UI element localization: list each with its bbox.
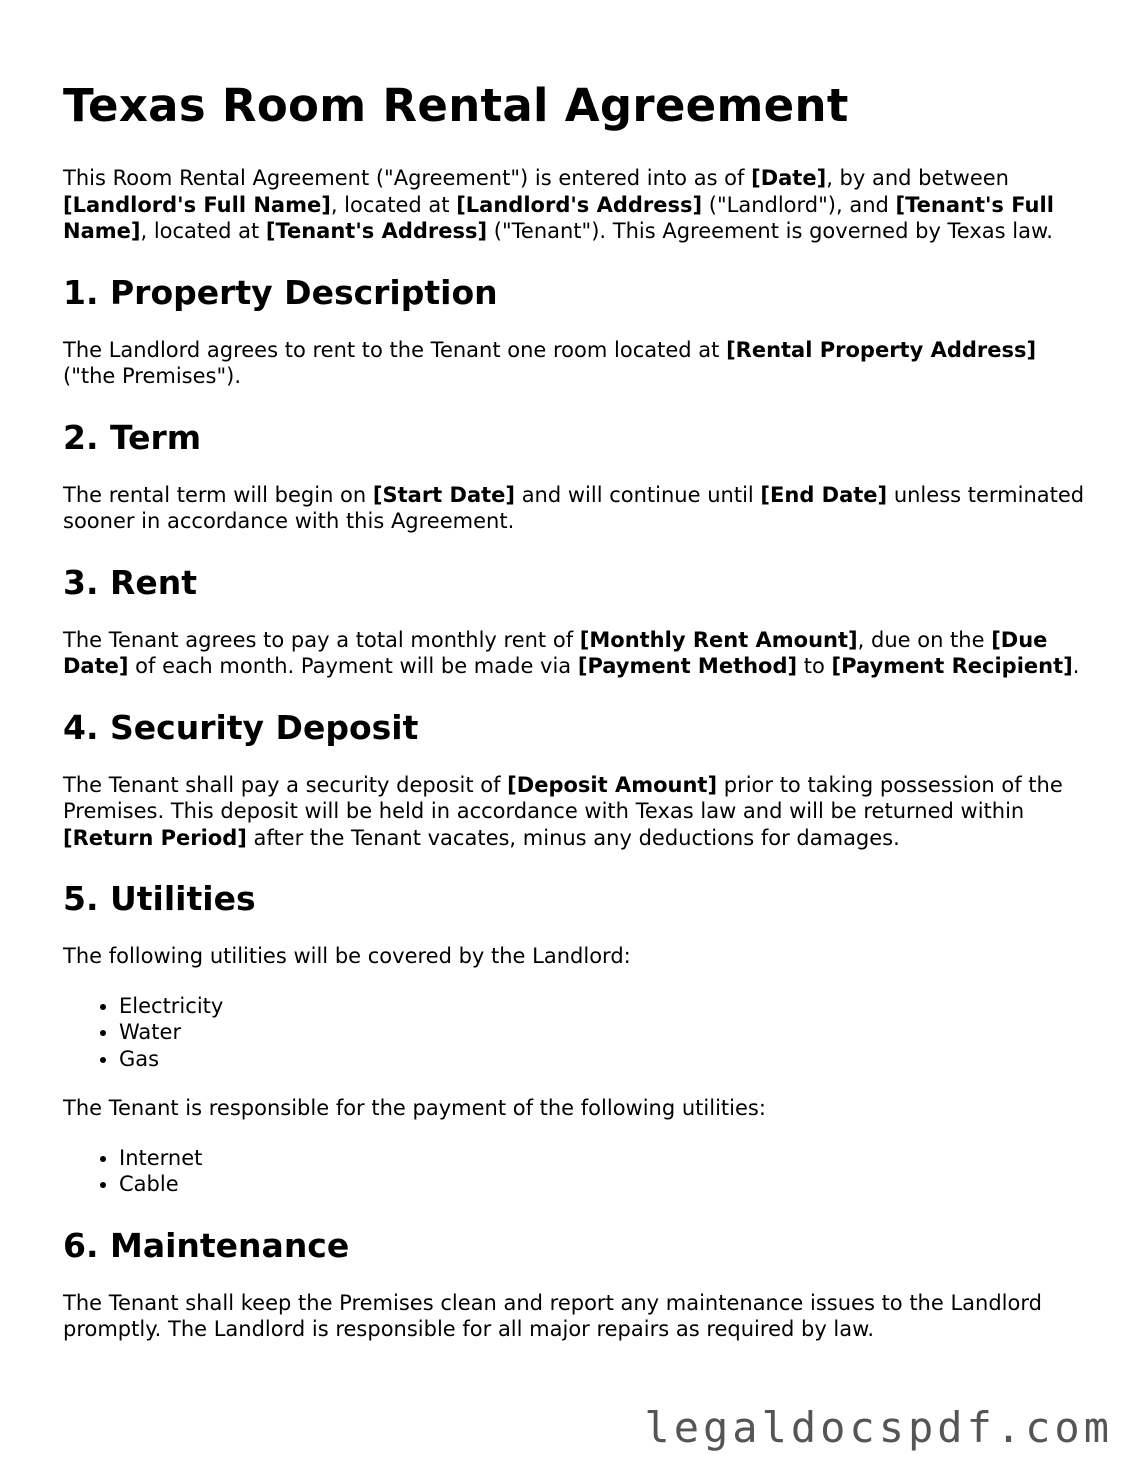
property-address-placeholder: [Rental Property Address]: [726, 337, 1037, 362]
section-paragraph: [63, 337, 1093, 390]
intro-text: , by and between: [826, 166, 1009, 190]
paragraph-text: prior to taking possession of the Premises. This deposit will be held in accordance with Texas law and will be returned within: [63, 772, 1063, 823]
intro-text: , located at: [140, 219, 266, 243]
section-term: [63, 418, 1093, 535]
watermark: legaldocspdf.com: [644, 1403, 1113, 1452]
paragraph-text: , due on the: [857, 627, 992, 652]
document-page: [63, 78, 1093, 1343]
tenant-address-placeholder: [Tenant's Address]: [265, 219, 488, 243]
paragraph-text: to: [797, 654, 832, 678]
section-heading: 2. Term: [63, 417, 202, 457]
section-security-deposit: [63, 708, 1093, 852]
list-item: • Water: [119, 1019, 1093, 1046]
paragraph-text: after the Tenant vacates, minus any deductions for damages.: [246, 825, 900, 850]
payment-method-placeholder: [Payment Method]: [577, 654, 798, 678]
intro-text: ("Landlord"), and: [702, 192, 896, 217]
section-heading: 5. Utilities: [63, 879, 256, 918]
section-heading: 1. Property Description: [63, 272, 498, 312]
section-paragraph: [63, 627, 1093, 680]
tenant-utilities-intro: The Tenant is responsible for the payment of the following utilities:: [63, 1096, 766, 1120]
section-property-description: [63, 273, 1093, 390]
list-item: • Internet: [119, 1145, 1093, 1172]
section-paragraph: [63, 482, 1093, 535]
due-date-placeholder: [Due Date]: [63, 627, 1048, 678]
paragraph-text: unless terminated sooner in accordance with this Agreement.: [63, 482, 1085, 533]
paragraph-text: The Landlord agrees to rent to the Tenant one room located at: [63, 337, 727, 362]
landlord-utilities-intro: The following utilities will be covered by the Landlord:: [63, 944, 631, 968]
section-heading: 4. Security Deposit: [63, 707, 419, 747]
return-period-placeholder: [Return Period]: [63, 825, 247, 850]
paragraph-text: The Tenant shall pay a security deposit of: [63, 772, 508, 797]
list-item: • Gas: [119, 1046, 1093, 1073]
landlord-utilities-list: [63, 993, 1093, 1073]
document-title: Texas Room Rental Agreement: [63, 79, 849, 132]
landlord-address-placeholder: [Landlord's Address]: [456, 192, 703, 217]
start-date-placeholder: [Start Date]: [372, 482, 516, 507]
landlord-name-placeholder: [Landlord's Full Name]: [63, 192, 331, 217]
intro-text: , located at: [330, 192, 457, 217]
paragraph-text: and will continue until: [515, 482, 761, 507]
date-placeholder: [Date]: [751, 166, 827, 190]
list-item: • Cable: [119, 1171, 1093, 1198]
tenant-utilities-list: [63, 1145, 1093, 1198]
deposit-amount-placeholder: [Deposit Amount]: [507, 772, 718, 797]
paragraph-text: of each month. Payment will be made via: [128, 654, 578, 678]
intro-paragraph: [63, 165, 1093, 245]
section-maintenance: [63, 1226, 1093, 1343]
section-rent: [63, 563, 1093, 680]
paragraph-text: .: [1072, 654, 1080, 678]
end-date-placeholder: [End Date]: [760, 482, 888, 507]
section-heading: 6. Maintenance: [63, 1225, 350, 1265]
payment-recipient-placeholder: [Payment Recipient]: [831, 654, 1073, 678]
section-utilities: [63, 879, 1093, 1198]
section-heading: 3. Rent: [63, 562, 198, 602]
rent-amount-placeholder: [Monthly Rent Amount]: [579, 627, 858, 652]
intro-text: This Room Rental Agreement ("Agreement") is entered into as of: [63, 166, 752, 190]
paragraph-text: The rental term will begin on: [63, 482, 373, 507]
list-item: • Electricity: [119, 993, 1093, 1020]
section-paragraph: The Tenant shall keep the Premises clean and report any maintenance issues to the Landlord promptly. The Landlord is responsible for all major repairs as required by law.: [63, 1290, 1042, 1341]
tenant-name-placeholder: [Tenant's Full Name]: [63, 192, 1054, 243]
intro-text: ("Tenant"). This Agreement is governed by Texas law.: [487, 219, 1053, 243]
paragraph-text: The Tenant agrees to pay a total monthly rent of: [63, 627, 580, 652]
paragraph-text: ("the Premises").: [63, 364, 241, 388]
section-paragraph: [63, 772, 1093, 852]
